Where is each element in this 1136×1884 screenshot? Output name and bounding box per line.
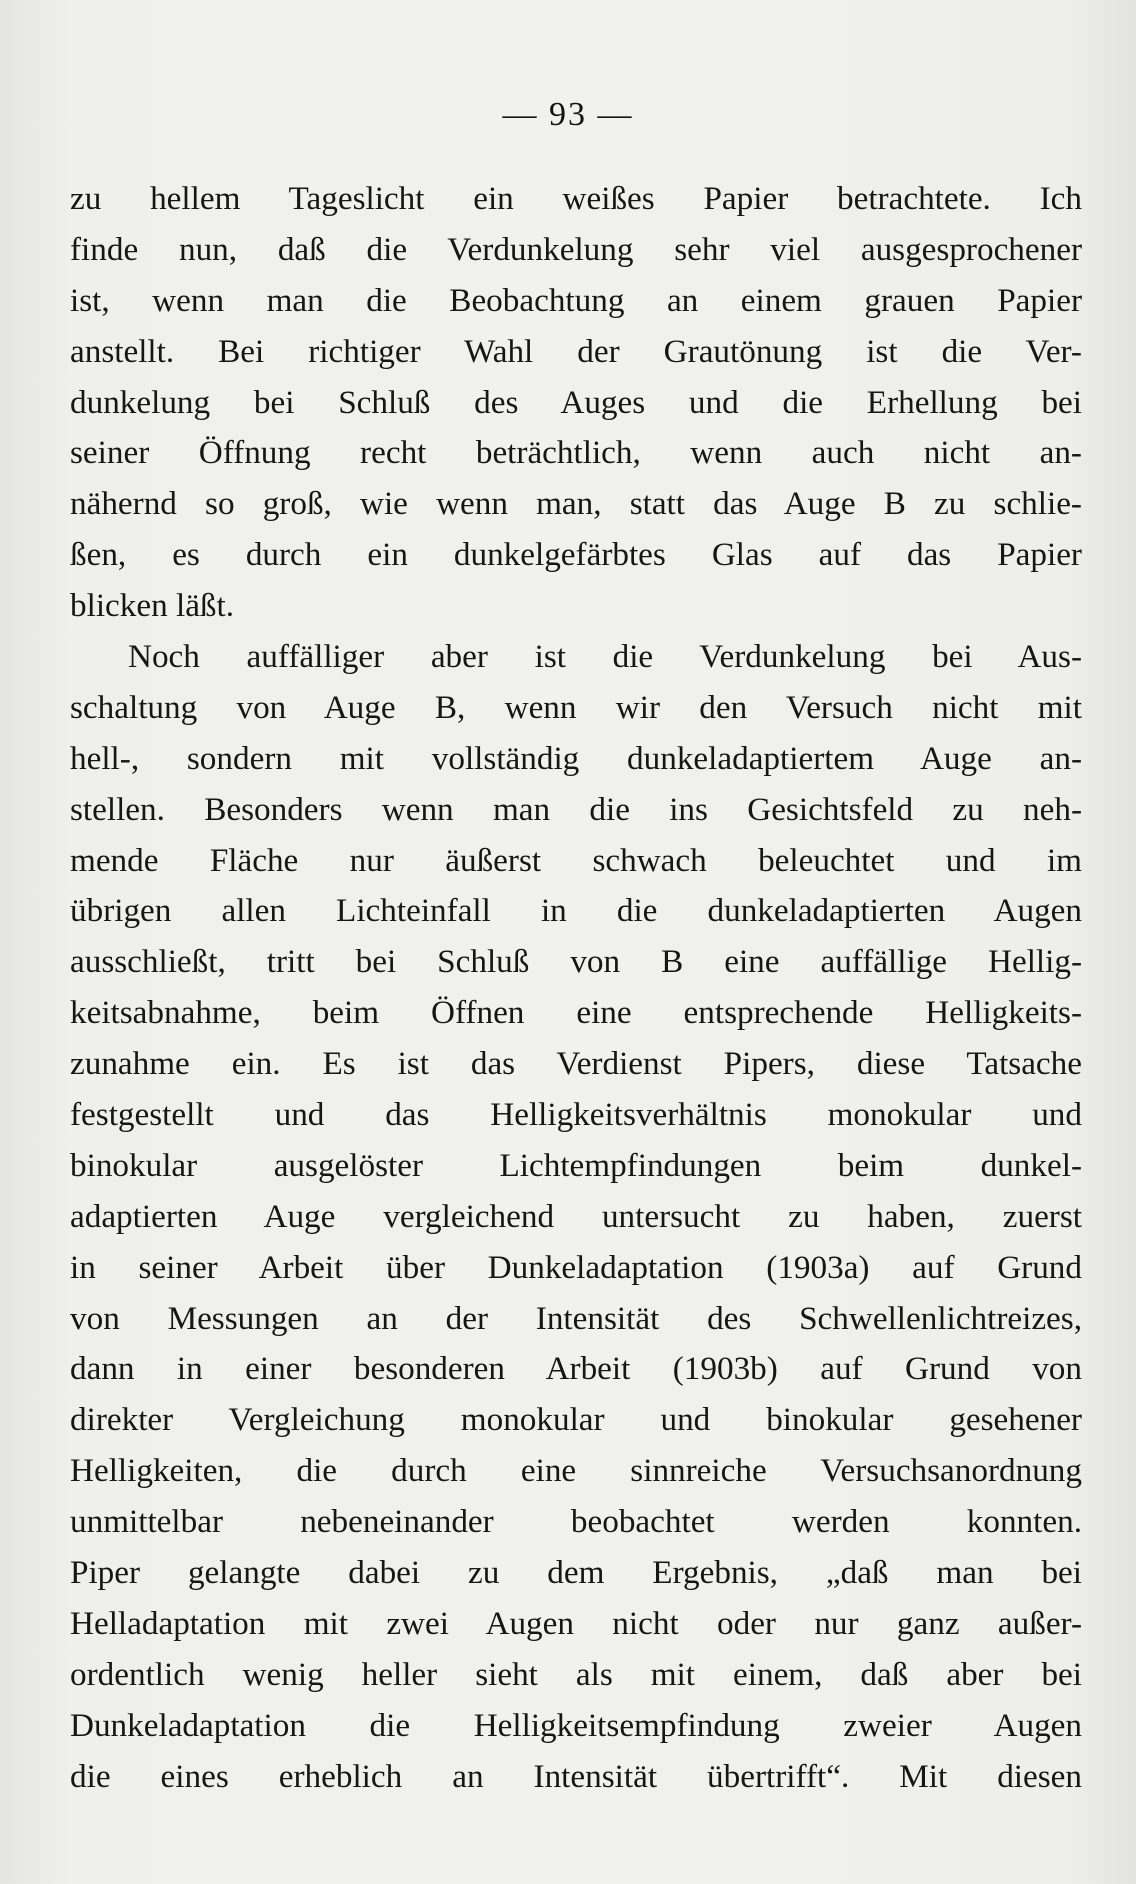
paragraph-1 (70, 174, 1082, 632)
text-line: zu hellem Tageslicht ein weißes Papier betrachtete. Ich (70, 180, 1082, 217)
text-line: Helladaptation mit zwei Augen nicht oder nur ganz außer- (70, 1604, 1082, 1642)
text-line: Dunkeladaptation die Helligkeitsempfindung zweier Augen (70, 1706, 1082, 1744)
text-line: keitsabnahme, beim Öffnen eine entsprechende Helligkeits- (70, 994, 1082, 1032)
text-line: ausschließt, tritt bei Schluß von B eine auffällige Hellig- (70, 943, 1082, 981)
text-line: von Messungen an der Intensität des Schwellenlichtreizes, (70, 1299, 1082, 1337)
text-line: stellen. Besonders wenn man die ins Gesichtsfeld zu neh- (70, 790, 1082, 828)
text-line: blicken läßt. (70, 587, 235, 625)
text-line: Helligkeiten, die durch eine sinnreiche Versuchsanordnung (70, 1452, 1082, 1490)
body-text (70, 174, 1082, 1803)
text-line: hell-, sondern mit vollständig dunkeladaptiertem Auge an- (70, 739, 1082, 777)
text-line: mende Fläche nur äußerst schwach beleuchtet und im (70, 841, 1082, 879)
text-line: seiner Öffnung recht beträchtlich, wenn auch nicht an- (70, 434, 1082, 472)
text-line: zunahme ein. Es ist das Verdienst Pipers, diese Tatsache (70, 1045, 1082, 1083)
text-line: nähernd so groß, wie wenn man, statt das Auge B zu schlie- (70, 485, 1082, 523)
text-line: Noch auffälliger aber ist die Verdunkelung bei Aus- (128, 638, 1082, 676)
text-line: dunkelung bei Schluß des Auges und die Erhellung bei (70, 383, 1082, 421)
text-line: festgestellt und das Helligkeitsverhältnis monokular und (70, 1096, 1082, 1134)
text-line: adaptierten Auge vergleichend untersucht zu haben, zuerst (70, 1197, 1082, 1235)
text-line: ist, wenn man die Beobachtung an einem grauen Papier (70, 281, 1082, 319)
text-line: ordentlich wenig heller sieht als mit einem, daß aber bei (70, 1655, 1082, 1693)
text-line: Piper gelangte dabei zu dem Ergebnis, „daß man bei (70, 1554, 1082, 1592)
text-line: binokular ausgelöster Lichtempfindungen beim dunkel- (70, 1146, 1082, 1184)
page-number: — 93 — (502, 96, 634, 133)
text-line: finde nun, daß die Verdunkelung sehr viel ausgesprochener (70, 230, 1082, 268)
text-line: in seiner Arbeit über Dunkeladaptation (1903a) auf Grund (70, 1248, 1082, 1286)
text-line: anstellt. Bei richtiger Wahl der Grautönung ist die Ver- (70, 332, 1082, 370)
text-line: direkter Vergleichung monokular und binokular gesehener (70, 1401, 1082, 1439)
paragraph-2 (70, 632, 1082, 1802)
text-line: unmittelbar nebeneinander beobachtet werden konnten. (70, 1503, 1082, 1541)
text-line: schaltung von Auge B, wenn wir den Versuch nicht mit (70, 688, 1082, 726)
text-line: dann in einer besonderen Arbeit (1903b) auf Grund von (70, 1350, 1082, 1388)
text-line: übrigen allen Lichteinfall in die dunkeladaptierten Augen (70, 892, 1082, 930)
text-line: die eines erheblich an Intensität übertrifft“. Mit diesen (70, 1757, 1082, 1795)
text-line: ßen, es durch ein dunkelgefärbtes Glas auf das Papier (70, 536, 1082, 574)
